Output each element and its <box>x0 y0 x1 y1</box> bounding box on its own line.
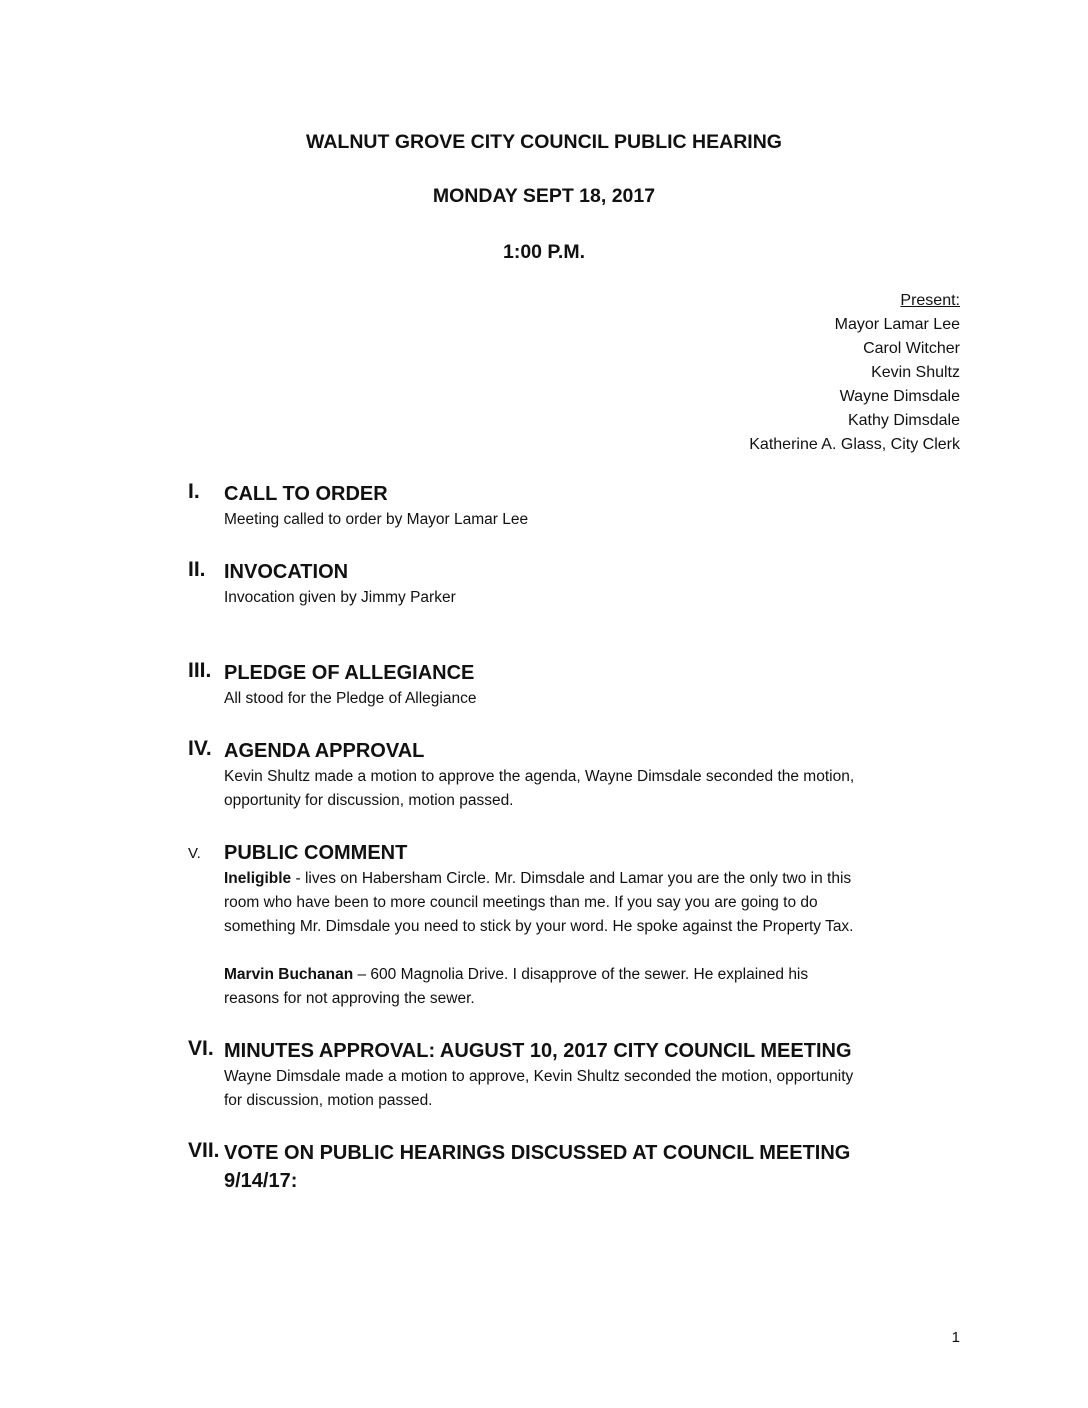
section-numeral: V. <box>188 845 201 862</box>
comment-text: - lives on Habersham Circle. Mr. Dimsdale and Lamar you are the only two in this <box>291 870 852 887</box>
section-title: PUBLIC COMMENT <box>224 842 408 864</box>
meeting-time: 1:00 P.M. <box>502 241 586 263</box>
speaker-name: Ineligible <box>224 870 292 887</box>
section-body <box>224 508 964 532</box>
comment-text: – 600 Magnolia Drive. I disapprove of the sewer. He explained his <box>353 966 809 983</box>
section-title: CALL TO ORDER <box>224 483 388 505</box>
comment-line <box>224 867 964 891</box>
section-body <box>224 1065 964 1113</box>
attendance-list <box>749 289 960 457</box>
section-body <box>224 867 964 1011</box>
attendee: Katherine A. Glass, City Clerk <box>749 436 960 453</box>
body-text: Meeting called to order by Mayor Lamar Lee <box>224 511 529 528</box>
attendee: Wayne Dimsdale <box>839 388 960 405</box>
body-text: opportunity for discussion, motion passed. <box>224 792 514 809</box>
title-line: VOTE ON PUBLIC HEARINGS DISCUSSED AT COUNCIL MEETING <box>224 1142 851 1164</box>
section-title: AGENDA APPROVAL <box>224 740 425 762</box>
section-numeral: I. <box>188 480 200 503</box>
section-numeral: II. <box>188 558 206 581</box>
body-text: All stood for the Pledge of Allegiance <box>224 690 477 707</box>
comment-line: something Mr. Dimsdale you need to stick by your word. He spoke against the Property Tax. <box>224 918 854 935</box>
title-line: 9/14/17: <box>224 1170 298 1192</box>
attendee: Kathy Dimsdale <box>847 412 960 429</box>
meeting-date: MONDAY SEPT 18, 2017 <box>432 185 656 207</box>
body-text: Kevin Shultz made a motion to approve the agenda, Wayne Dimsdale seconded the motion, <box>224 768 855 785</box>
comment-line <box>224 963 964 987</box>
body-text: Invocation given by Jimmy Parker <box>224 589 456 606</box>
section-title: PLEDGE OF ALLEGIANCE <box>224 662 475 684</box>
section-body <box>224 765 964 813</box>
comment-line: reasons for not approving the sewer. <box>224 990 475 1007</box>
section-title: INVOCATION <box>224 561 349 583</box>
present-label: Present: <box>900 292 960 309</box>
section-title <box>224 1139 944 1195</box>
comment-line: room who have been to more council meetings than me. If you say you are going to do <box>224 894 818 911</box>
body-text: Wayne Dimsdale made a motion to approve, Kevin Shultz seconded the motion, opportunity <box>224 1068 854 1085</box>
attendee: Mayor Lamar Lee <box>834 316 960 333</box>
body-text: for discussion, motion passed. <box>224 1092 433 1109</box>
section-title: MINUTES APPROVAL: AUGUST 10, 2017 CITY COUNCIL MEETING <box>224 1040 852 1062</box>
section-numeral: IV. <box>188 737 212 760</box>
attendee: Kevin Shultz <box>871 364 960 381</box>
section-numeral: VII. <box>188 1139 220 1162</box>
section-body <box>224 687 964 711</box>
section-body <box>224 586 964 610</box>
speaker-name: Marvin Buchanan <box>224 966 354 983</box>
document-title: WALNUT GROVE CITY COUNCIL PUBLIC HEARING <box>306 131 782 153</box>
section-numeral: III. <box>188 659 212 682</box>
attendee: Carol Witcher <box>863 340 960 357</box>
section-numeral: VI. <box>188 1037 214 1060</box>
page-number: 1 <box>951 1329 960 1346</box>
